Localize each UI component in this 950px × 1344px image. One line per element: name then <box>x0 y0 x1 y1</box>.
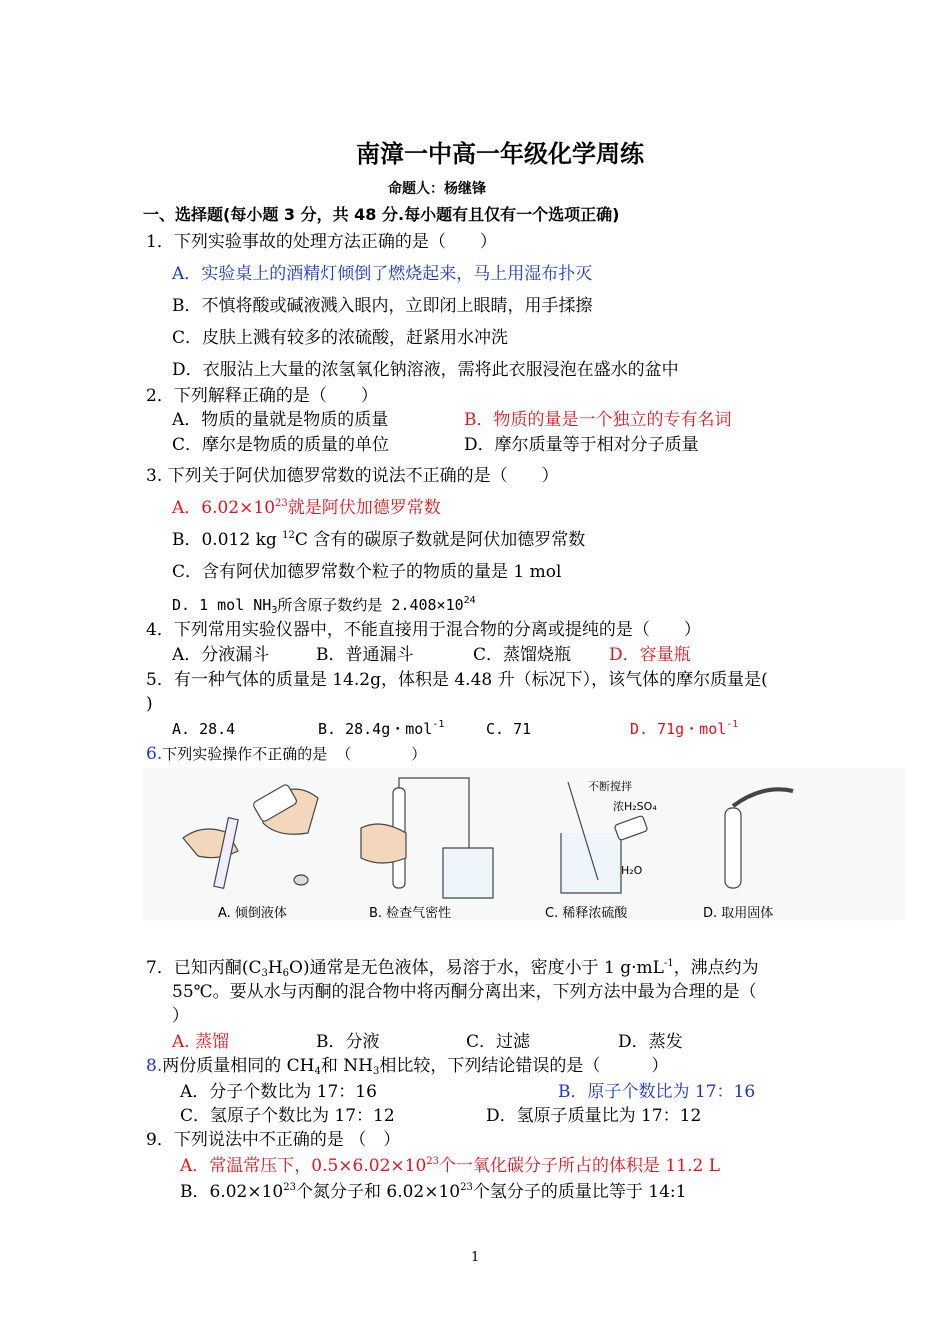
label-conc-acid: 浓H₂SO₄ <box>613 800 657 813</box>
q7-option-c: C．过滤 <box>466 1032 531 1052</box>
q7-option-d: D．蒸发 <box>618 1032 683 1052</box>
q8-option-d: D．氢原子质量比为 17：12 <box>486 1106 702 1126</box>
q2-option-a: A．物质的量就是物质的质量 <box>172 410 389 430</box>
q8-option-b: B．原子个数比为 17：16 <box>558 1082 756 1102</box>
q5-option-d: D. 71g・mol$^{-1}$ <box>630 719 739 738</box>
q4-option-b: B．普通漏斗 <box>316 645 414 665</box>
q3-option-c: C．含有阿伏加德罗常数个粒子的物质的量是 1 mol <box>172 562 562 582</box>
lab-apparatus-illustration <box>143 768 905 920</box>
q9-option-a: A．常温常压下，$0.5\times 6.02\times 10^{23}$个一氧化碳分子所占的体积是 11.2 L <box>180 1156 720 1176</box>
q8-stem: 8.两份质量相同的 $CH_4$和 $NH_3$相比较，下列结论错误的是（ ） <box>146 1056 669 1077</box>
q7-stem-line3: ） <box>172 1006 189 1026</box>
q1-stem: 1．下列实验事故的处理方法正确的是（ ） <box>146 232 497 252</box>
q5-option-a: A. 28.4 <box>172 720 236 738</box>
label-water: H₂O <box>621 864 643 877</box>
q7-stem: 7．已知丙酮$(C_3H_6O)$通常是无色液体，易溶于水，密度小于 1 $g\cdot mL^{-1}$，沸点约为 <box>146 958 759 979</box>
author-line: 命题人：杨继锋 <box>388 181 486 197</box>
q8-option-a: A．分子个数比为 17：16 <box>180 1082 377 1102</box>
q1-option-a: A．实验桌上的酒精灯倾倒了燃烧起来，马上用湿布扑灭 <box>172 264 593 284</box>
q7-stem-line2: 55℃。要从水与丙酮的混合物中将丙酮分离出来，下列方法中最为合理的是（ <box>172 982 757 1002</box>
q4-option-d: D．容量瓶 <box>609 645 691 665</box>
q5-option-b: B. 28.4g・mol$^{-1}$ <box>318 719 445 738</box>
airtightness-check-illustration <box>361 778 493 898</box>
section-heading: 一、选择题(每小题 3 分，共 48 分.每小题有且仅有一个选项正确) <box>143 205 620 224</box>
q1-option-d: D．衣服沾上大量的浓氢氧化钠溶液，需将此衣服浸泡在盛水的盆中 <box>172 360 679 380</box>
q7-option-a: A. 蒸馏 <box>172 1032 230 1052</box>
caption-d: D. 取用固体 <box>703 906 774 921</box>
q3-option-d: D. 1 mol $NH_3$所含原子数约是 $2.408\times 10^{24}$ <box>172 595 476 616</box>
page-title: 南漳一中高一年级化学周练 <box>356 140 644 168</box>
q1-option-c: C．皮肤上溅有较多的浓硫酸，赶紧用水冲洗 <box>172 328 509 348</box>
caption-b: B. 检查气密性 <box>369 906 452 921</box>
q4-stem: 4．下列常用实验仪器中，不能直接用于混合物的分离或提纯的是（ ） <box>146 620 701 640</box>
pouring-liquid-illustration <box>183 783 318 888</box>
q6-stem: 6.下列实验操作不正确的是 （ ） <box>146 744 427 764</box>
q9-stem: 9．下列说法中不正确的是 （ ） <box>146 1130 401 1150</box>
q3-option-a: A．$6.02\times 10^{23}$就是阿伏加德罗常数 <box>172 498 441 518</box>
label-stirring: 不断搅拌 <box>588 780 632 793</box>
taking-solid-illustration <box>725 789 793 888</box>
q6-figure <box>143 768 905 920</box>
q9-option-b: B．$6.02\times 10^{23}$个氮分子和 $6.02\times 10^{23}$个氢分子的质量比等于 14:1 <box>180 1182 687 1202</box>
q3-option-b: B．0.012 kg $^{12}$C 含有的碳原子数就是阿伏加德罗常数 <box>172 530 586 550</box>
q2-option-d: D．摩尔质量等于相对分子质量 <box>464 435 699 455</box>
q3-stem: 3. 下列关于阿伏加德罗常数的说法不正确的是（ ） <box>146 466 559 486</box>
q4-option-c: C．蒸馏烧瓶 <box>473 645 572 665</box>
q2-stem: 2．下列解释正确的是（ ） <box>146 386 378 406</box>
q7-option-b: B．分液 <box>316 1032 380 1052</box>
q2-option-b: B．物质的量是一个独立的专有名词 <box>464 410 732 430</box>
q4-option-a: A．分液漏斗 <box>172 645 270 665</box>
page-number: 1 <box>471 1250 480 1265</box>
q5-stem: 5．有一种气体的质量是 14.2g，体积是 4.48 升（标况下），该气体的摩尔质量是( <box>146 670 768 690</box>
q5-stem-end: ) <box>146 694 153 714</box>
caption-c: C. 稀释浓硫酸 <box>545 906 628 921</box>
caption-a: A. 倾倒液体 <box>218 906 287 921</box>
q1-option-b: B．不慎将酸或碱液溅入眼内，立即闭上眼睛，用手揉擦 <box>172 296 593 316</box>
q2-option-c: C．摩尔是物质的质量的单位 <box>172 435 390 455</box>
q5-option-c: C. 71 <box>486 720 532 738</box>
q8-option-c: C．氢原子个数比为 17：12 <box>180 1106 395 1126</box>
